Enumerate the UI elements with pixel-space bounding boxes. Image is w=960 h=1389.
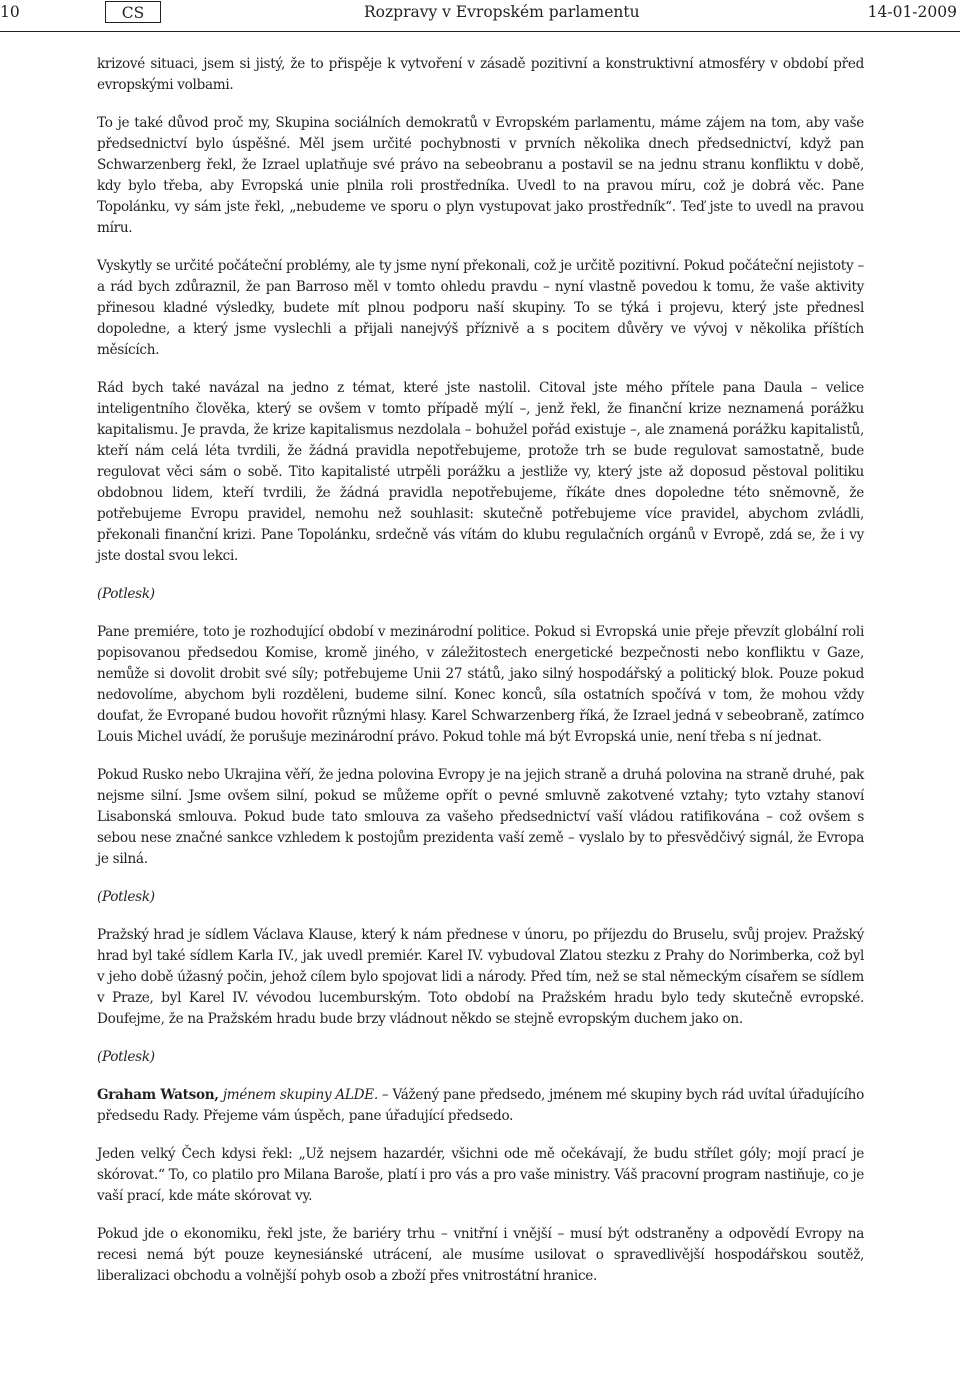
document-date: 14-01-2009 [867,3,957,21]
page-number: 10 [0,3,20,21]
applause-note: (Potlesk) [97,1049,155,1065]
paragraph: Pokud Rusko nebo Ukrajina věří, že jedna polovina Evropy je na jejich straně a druhá polovina na straně druhé, pak nejsme silní. Jsme ovšem silní, pokud se můžeme opřít o pevné smluvně zakotvené vztahy; tyto vztahy stanoví Lisabonská smlouva. Pokud bude tato smlouva za vašeho předsednictví vaší vládou ratifikována – což ovšem s sebou nese značné sankce vzhledem k postojům prezidenta vaší země – vyslalo by to přesvědčivý signál, že Evropa je silná. [97,767,864,867]
paragraph: To je také důvod proč my, Skupina sociálních demokratů v Evropském parlamentu, máme zájem na tom, aby vaše předsednictví bylo úspěšné. Měl jsem určité pochybnosti v prvních několika dnech předsednictví, když pan Schwarzenberg řekl, že Izrael uplatňuje své právo na sebeobranu a postavil se na jednu stranu konfliktu v době, kdy bylo třeba, aby Evropská unie plnila roli prostředníka. Uvedl to na pravou míru, což je dobrá věc. Pane Topolánku, vy sám jste řekl, „nebudeme ve sporu o plyn vystupovat jako prostředník“. Teď jste to uvedl na pravou míru. [97,115,864,236]
applause-note: (Potlesk) [97,889,155,905]
paragraph: Pokud jde o ekonomiku, řekl jste, že bariéry trhu – vnitřní i vnější – musí být odstraněny a odpovědí Evropy na recesi nemá být pouze keynesiánské utrácení, ale musíme usilovat o spravedlivější hospodářskou soutěž, liberalizaci obchodu a volnější pohyb osob a zboží přes vnitrostátní hranice. [97,1226,864,1284]
paragraph: Pražský hrad je sídlem Václava Klause, který k nám přednese v únoru, po příjezdu do Bruselu, svůj projev. Pražský hrad byl také sídlem Karla IV., jak uvedl premiér. Karel IV. vybudoval Zlatou stezku z Prahy do Norimberka, což byl v jeho době úžasný počin, jehož cílem bylo spojovat lidi a národy. Před tím, než se stal německým císařem se sídlem v Praze, byl Karel IV. vévodou lucemburským. Toto období na Pražském hradu bylo tedy skutečně evropské. Doufejme, že na Pražském hradu bude brzy vládnout někdo se stejně evropským duchem jako on. [97,927,864,1027]
page-header [0,0,960,28]
applause-note: (Potlesk) [97,586,155,602]
header-divider [0,31,960,32]
speaker-name: Graham Watson, [97,1087,219,1103]
language-label: CS [105,1,161,23]
paragraph: Vyskytly se určité počáteční problémy, ale ty jsme nyní překonali, což je určitě pozitivní. Pokud počáteční nejistoty – a rád bych zdůraznil, že pan Barroso měl v tomto ohledu pravdu – nyní vlastně povedou k tomu, že vaše aktivity přinesou kladné výsledky, budete mít plnou podporu naší skupiny. To se týká i projevu, který jste přednesl dopoledne, a který jsme vyslechli a přijali nanejvýš příznivě a s pocitem důvěry ve vývoj v několika příštích měsících. [97,258,864,358]
speaker-paragraph [97,1085,864,1127]
paragraph: Rád bych také navázal na jedno z témat, které jste nastolil. Citoval jste mého přítele pana Daula – velice inteligentního člověka, který se ovšem v tomto případě mýlí –, jenž řekl, že finanční krize neznamená porážku kapitalismu. Je pravda, že krize kapitalismus nezdolala – bohužel pořád existuje –, ale znamená porážku kapitalistů, kteří nám celá léta tvrdili, že žádná pravidla nepotřebujeme, protože trh se bude regulovat samostatně, bude regulovat věci sám o sobě. Tito kapitalisté utrpěli porážku a jestliže vy, který jste až doposud pěstoval politiku obdobnou lidem, kteří tvrdili, že žádná pravidla nepotřebujeme, říkáte dnes dopoledne této sněmovně, že potřebujeme Evropu pravidel, nemohu než souhlasit: skutečně potřebujeme více pravidel, abychom zvládli, překonali finanční krizi. Pane Topolánku, srdečně vás vítám do klubu regulačních orgánů v Evropě, zdá se, že i vy jste dostal svou lekci. [97,380,864,564]
speaker-text: – Vážený pane předsedo, jménem mé skupiny bych rád uvítal úřadujícího předsedu Rady. Přejeme vám úspěch, pane úřadující předsedo. [97,1087,865,1124]
paragraph: Pane premiére, toto je rozhodující období v mezinárodní politice. Pokud si Evropská unie přeje převzít globální roli popisovanou předsedou Komise, kromě jiného, v záležitostech energetické bezpečnosti nebo konfliktu v Gaze, nemůže si dovolit drobit své síly; potřebujeme Unii 27 států, jako silný hospodářský a politický blok. Pouze pokud nedovolíme, abychom byli rozděleni, budeme silní. Konec konců, síla ostatních spočívá v tom, že mohou vždy doufat, že Evropané budou hovořit různými hlasy. Karel Schwarzenberg říká, že Izrael jedná v sebeobraně, zatímco Louis Michel uvádí, že porušuje mezinárodní právo. Pokud tohle má být Evropská unie, není třeba s ní jednat. [97,624,864,745]
document-title: Rozpravy v Evropském parlamentu [364,3,640,21]
speaker-affiliation: jménem skupiny ALDE. [222,1087,378,1103]
paragraph: Jeden velký Čech kdysi řekl: „Už nejsem hazardér, všichni ode mě očekávají, že budu střílet góly; mojí prací je skórovat.“ To, co platilo pro Milana Baroše, platí i pro vás a pro vaše ministry. Váš pracovní program nastiňuje, co je vaší prací, kde máte skórovat vy. [97,1146,864,1204]
document-body [97,54,864,1304]
paragraph: krizové situaci, jsem si jistý, že to přispěje k vytvoření v zásadě pozitivní a konstruktivní atmosféry v období před evropskými volbami. [97,56,864,93]
